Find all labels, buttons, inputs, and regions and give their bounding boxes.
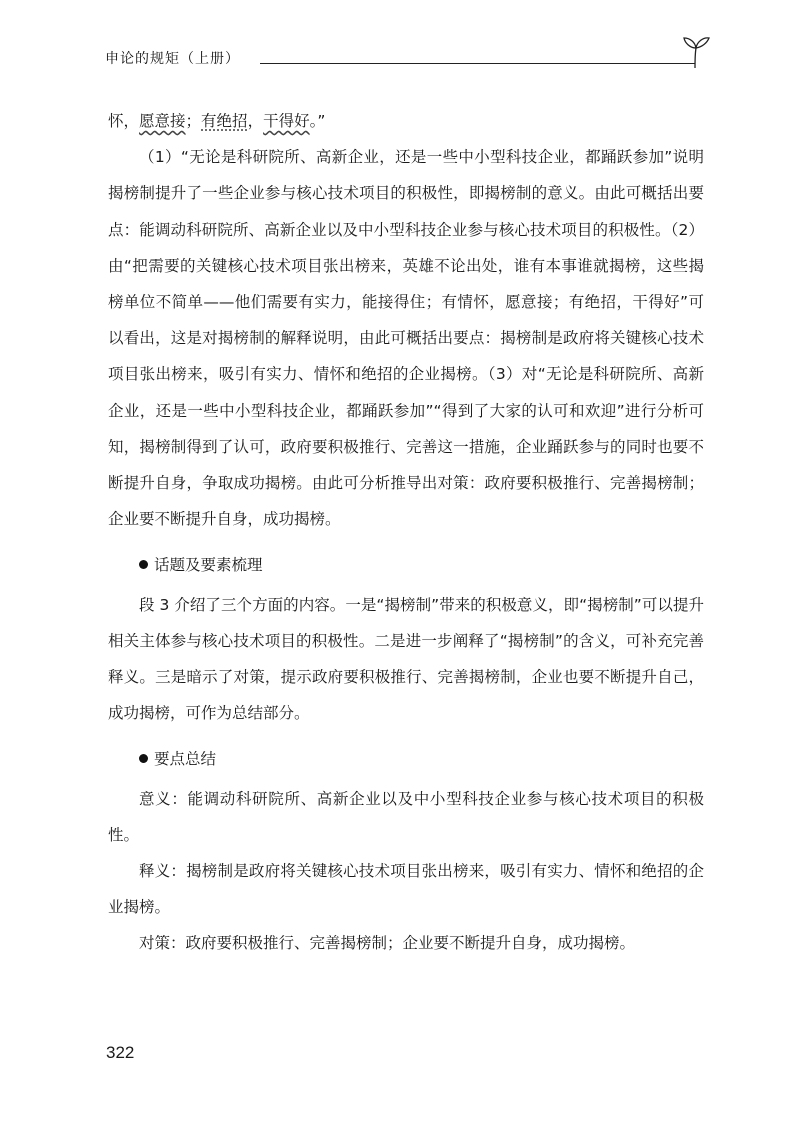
- book-title: 申论的规矩（上册）: [105, 51, 240, 67]
- continued-quote-line: [108, 103, 704, 139]
- summary-countermeasure: 对策：政府要积极推行、完善揭榜制；企业要不断提升自身，成功揭榜。: [139, 934, 636, 953]
- page-header: [105, 34, 705, 74]
- quote-segment: ；: [185, 112, 202, 130]
- header-divider: [260, 63, 695, 64]
- topic-heading: [108, 547, 704, 583]
- summary-definition: 释义：揭榜制是政府将关键核心技术项目张出榜来，吸引有实力、情怀和绝招的企业揭榜。: [108, 862, 704, 917]
- summary-heading-label: 要点总结: [154, 750, 217, 769]
- quote-segment: 。”: [309, 112, 326, 130]
- bullet-icon: [139, 754, 148, 763]
- quote-segment-underlined: 有绝招: [201, 112, 248, 130]
- summary-meaning: 意义：能调动科研院所、高新企业以及中小型科技企业参与核心技术项目的积极性。: [108, 789, 704, 844]
- page-number: 322: [106, 1043, 135, 1062]
- quote-segment-underlined: 干得好: [263, 112, 310, 130]
- sprout-icon: [681, 34, 721, 70]
- bullet-icon: [139, 560, 148, 569]
- quote-segment: ，: [247, 112, 264, 130]
- topic-heading-label: 话题及要素梳理: [154, 556, 263, 575]
- quote-segment-underlined: 愿意接: [139, 112, 186, 130]
- analysis-paragraph: （1）“无论是科研院所、高新企业，还是一些中小型科技企业，都踊跃参加”说明揭榜制提升了一些企业参与核心技术项目的积极性，即揭榜制的意义。由此可概括出要点：能调动科研院所、高新企业以及中小型科技企业参与核心技术项目的积极性。（2）由“把需要的关键核心技术项目张出榜来，英雄不论出处，谁有本事谁就揭榜，这些揭榜单位不简单——他们需要有实力，能接得住；有情怀，愿意接；有绝招，干得好”可以看出，这是对揭榜制的解释说明，由此可概括出要点：揭榜制是政府将关键核心技术项目张出榜来，吸引有实力、情怀和绝招的企业揭榜。（3）对“无论是科研院所、高新企业，还是一些中小型科技企业，都踊跃参加”“得到了大家的认可和欢迎”进行分析可知，揭榜制得到了认可，政府要积极推行、完善这一措施，企业踊跃参与的同时也要不断提升自身，争取成功揭榜。由此可分析推导出对策：政府要积极推行、完善揭榜制；企业要不断提升自身，成功揭榜。: [108, 148, 704, 529]
- topic-paragraph: 段 3 介绍了三个方面的内容。一是“揭榜制”带来的积极意义，即“揭榜制”可以提升相关主体参与核心技术项目的积极性。二是进一步阐释了“揭榜制”的含义，可补充完善释义。三是暗示了对策，提示政府要积极推行、完善揭榜制，企业也要不断提升自己，成功揭榜，可作为总结部分。: [108, 595, 704, 723]
- page-content: [108, 103, 704, 962]
- quote-segment: 怀，: [108, 112, 140, 130]
- summary-heading: [108, 741, 704, 777]
